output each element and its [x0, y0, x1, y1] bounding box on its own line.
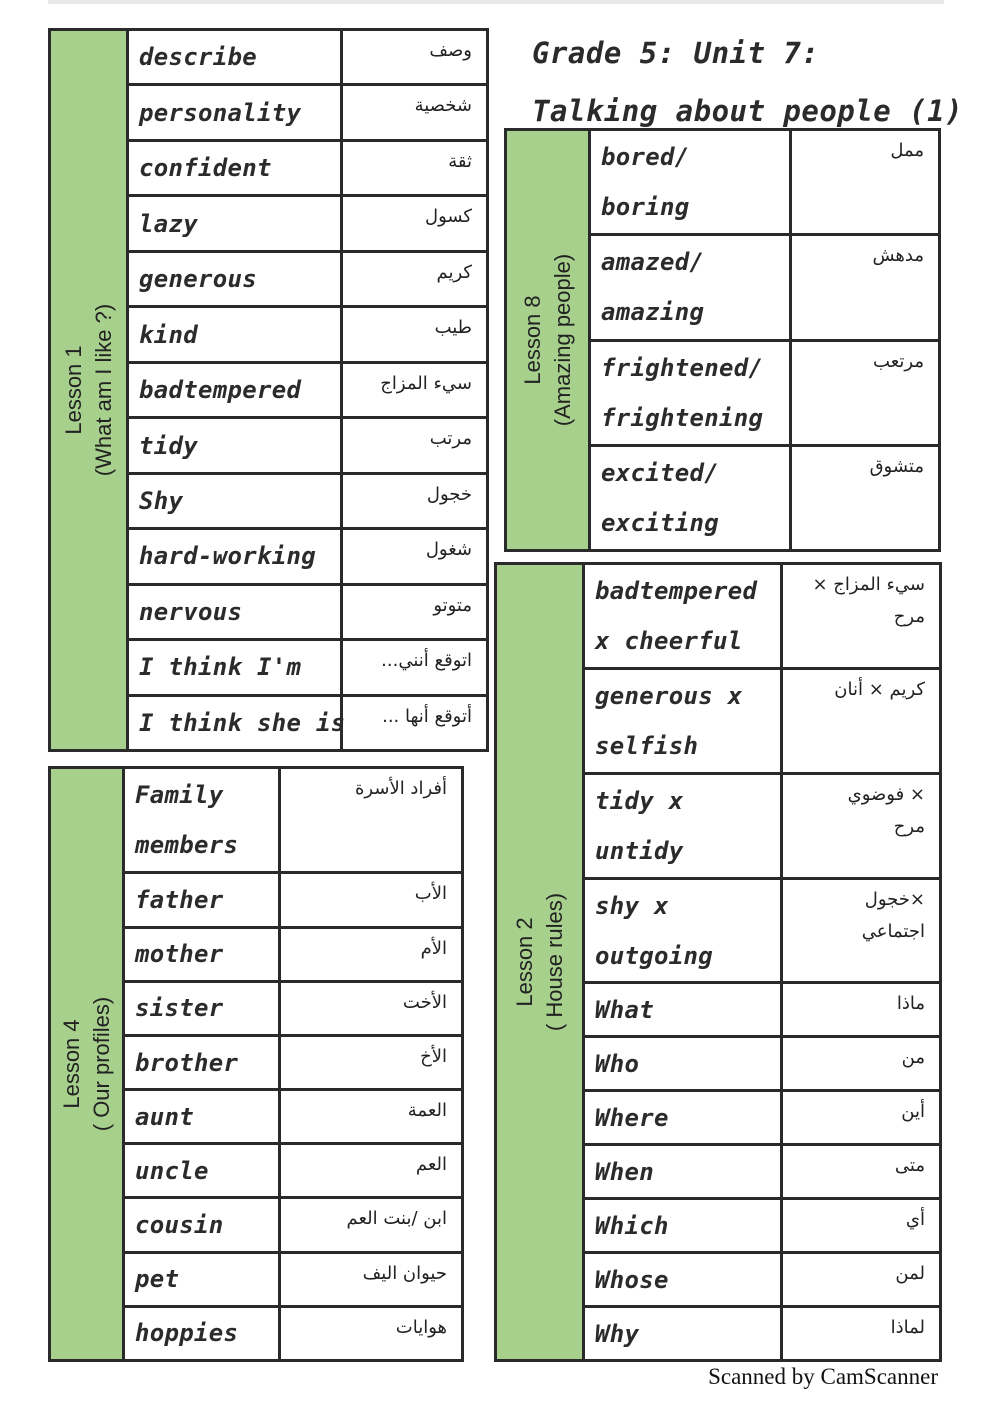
lesson2-label-title: ( House rules): [541, 892, 567, 1032]
english-term: bored/: [601, 143, 690, 172]
english-term-cell: [125, 929, 281, 980]
arabic-translation: الأب: [414, 883, 447, 905]
english-term: members: [135, 831, 239, 860]
vocab-row: [129, 197, 486, 252]
vocab-row: [125, 1308, 461, 1359]
lesson8-label-number: Lesson 8: [519, 295, 545, 385]
vocab-row: [585, 1254, 939, 1308]
english-term-cell: [125, 1254, 281, 1305]
english-term: Shy: [139, 486, 184, 515]
english-term-cell: [585, 1308, 783, 1359]
english-term: I think she is: [139, 708, 346, 737]
arabic-translation-cell: [281, 1199, 461, 1250]
english-term: sister: [135, 994, 224, 1023]
english-term-cell: [129, 31, 343, 83]
arabic-translation: من: [901, 1047, 925, 1069]
english-term-cell: [585, 880, 783, 982]
vocab-row: [585, 1092, 939, 1146]
arabic-translation: ×خجول: [864, 888, 925, 910]
english-term-cell: [125, 874, 281, 925]
arabic-translation-cell: [281, 1091, 461, 1142]
arabic-translation: الأم: [420, 937, 447, 959]
arabic-translation-cell: [792, 236, 938, 338]
arabic-translation-cell: [783, 984, 939, 1035]
english-term: uncle: [135, 1156, 209, 1185]
english-term-cell: [585, 1200, 783, 1251]
arabic-translation: لمن: [895, 1263, 925, 1285]
arabic-translation: مدهش: [872, 245, 924, 267]
english-term-cell: [585, 670, 783, 772]
english-term: frightening: [601, 403, 764, 432]
arabic-translation: وصف: [429, 40, 472, 61]
english-term: frightened/: [601, 353, 764, 382]
vocab-row: [129, 31, 486, 86]
english-term: x cheerful: [595, 626, 743, 655]
english-term: describe: [139, 43, 257, 72]
scanner-watermark: Scanned by CamScanner: [708, 1364, 938, 1389]
english-term: generous x: [595, 681, 743, 710]
english-term: confident: [139, 154, 272, 183]
english-term: hoppies: [135, 1319, 239, 1348]
lesson4-label-title: ( Our profiles): [88, 996, 114, 1132]
arabic-translation: × فوضوي: [847, 783, 925, 805]
arabic-translation: شخصية: [414, 95, 472, 117]
vocab-row: [125, 769, 461, 874]
lesson4-label-band: [51, 769, 125, 1359]
arabic-translation: العم: [415, 1154, 447, 1176]
lesson2-label-number: Lesson 2: [511, 917, 537, 1007]
english-term: exciting: [601, 508, 719, 537]
arabic-translation: متوتو: [433, 594, 472, 616]
english-term-cell: [129, 86, 343, 138]
english-term-cell: [585, 1092, 783, 1143]
arabic-translation: لماذا: [890, 1317, 925, 1339]
english-term: amazing: [601, 298, 705, 327]
english-term: generous: [139, 265, 257, 294]
arabic-translation: أين: [901, 1101, 925, 1123]
lesson1-label-band: [51, 31, 129, 749]
arabic-translation-cell: [343, 253, 486, 305]
arabic-translation-cell: [343, 142, 486, 194]
english-term-cell: [129, 142, 343, 194]
english-term-cell: [129, 641, 343, 693]
page-title-line1: Grade 5: Unit 7:: [532, 36, 820, 70]
arabic-translation-cell: [343, 586, 486, 638]
vocab-row: [129, 419, 486, 474]
lesson1-rows: [129, 31, 486, 749]
arabic-translation: ماذا: [896, 993, 925, 1015]
english-term: What: [595, 995, 654, 1024]
arabic-translation-cell: [281, 1308, 461, 1359]
english-term: tidy x: [595, 786, 684, 815]
vocab-row: [591, 131, 938, 236]
english-term: nervous: [139, 597, 243, 626]
arabic-translation-cell: [281, 1037, 461, 1088]
english-term-cell: [129, 586, 343, 638]
arabic-translation: مرح: [893, 606, 925, 627]
arabic-translation-cell: [343, 86, 486, 138]
english-term: badtempered: [595, 576, 758, 605]
vocab-row: [125, 929, 461, 983]
english-term: lazy: [139, 209, 198, 238]
english-term-cell: [585, 1038, 783, 1089]
lesson2-label-band: [497, 565, 585, 1359]
english-term: When: [595, 1157, 654, 1186]
arabic-translation-cell: [343, 475, 486, 527]
arabic-translation-cell: [343, 419, 486, 471]
english-term-cell: [585, 1254, 783, 1305]
english-term-cell: [585, 775, 783, 877]
arabic-translation-cell: [281, 874, 461, 925]
english-term: untidy: [595, 836, 684, 865]
vocab-row: [125, 1037, 461, 1091]
english-term: selfish: [595, 731, 699, 760]
english-term: Why: [595, 1319, 640, 1348]
english-term: Family: [135, 781, 224, 810]
english-term-cell: [125, 1199, 281, 1250]
english-term-cell: [591, 131, 792, 233]
english-term: aunt: [135, 1102, 194, 1131]
arabic-translation-cell: [783, 1038, 939, 1089]
arabic-translation-cell: [783, 670, 939, 772]
arabic-translation-cell: [343, 364, 486, 416]
arabic-translation: طيب: [434, 317, 472, 339]
arabic-translation-cell: [281, 983, 461, 1034]
arabic-translation: متشوق: [869, 455, 924, 477]
vocab-row: [591, 236, 938, 341]
arabic-translation: كسول: [424, 206, 472, 228]
english-term: Which: [595, 1211, 669, 1240]
english-term: hard-working: [139, 542, 316, 571]
arabic-translation-cell: [343, 197, 486, 249]
arabic-translation: خجول: [426, 483, 472, 505]
english-term-cell: [125, 1037, 281, 1088]
lesson4-vocab-table: [48, 766, 464, 1362]
arabic-translation: مرح: [893, 815, 925, 837]
arabic-translation-cell: [783, 1308, 939, 1359]
vocab-row: [129, 697, 486, 749]
vocab-row: [129, 475, 486, 530]
arabic-translation: اجتماعي: [861, 920, 925, 942]
arabic-translation-cell: [792, 447, 938, 549]
vocab-row: [125, 1145, 461, 1199]
vocab-row: [585, 984, 939, 1038]
arabic-translation-cell: [792, 131, 938, 233]
vocab-row: [585, 1146, 939, 1200]
english-term-cell: [129, 697, 346, 749]
english-term: Who: [595, 1049, 640, 1078]
lesson2-vocab-table: [494, 562, 942, 1362]
arabic-translation: كريم: [436, 261, 472, 283]
vocab-row: [585, 1038, 939, 1092]
english-term-cell: [585, 1146, 783, 1197]
arabic-translation-cell: [281, 1145, 461, 1196]
arabic-translation: مرتب: [429, 428, 472, 450]
arabic-translation: أي: [905, 1209, 925, 1231]
lesson8-label-band: [507, 131, 591, 549]
vocab-row: [125, 983, 461, 1037]
lesson2-rows: [585, 565, 939, 1359]
english-term: cousin: [135, 1211, 224, 1240]
english-term-cell: [129, 419, 343, 471]
lesson8-vocab-table: [504, 128, 941, 552]
arabic-translation-cell: [783, 880, 939, 982]
vocab-row: [591, 342, 938, 447]
english-term: pet: [135, 1265, 180, 1294]
english-term: father: [135, 885, 224, 914]
english-term-cell: [591, 236, 792, 338]
english-term-cell: [129, 475, 343, 527]
arabic-translation: هوايات: [395, 1316, 447, 1338]
lesson1-label: [59, 304, 119, 476]
arabic-translation: أفراد الأسرة: [355, 778, 447, 799]
arabic-translation: ابن /بنت العم: [346, 1208, 447, 1230]
lesson2-label: [510, 893, 570, 1031]
vocab-row: [129, 142, 486, 197]
english-term-cell: [591, 342, 792, 444]
lesson4-label: [57, 997, 117, 1131]
arabic-translation: الأخ: [420, 1045, 447, 1067]
english-term: amazed/: [601, 248, 705, 277]
vocab-row: [129, 641, 486, 696]
english-term: tidy: [139, 431, 198, 460]
english-term: badtempered: [139, 376, 302, 405]
arabic-translation: ثقة: [448, 150, 472, 172]
lesson8-rows: [591, 131, 938, 549]
arabic-translation-cell: [783, 1254, 939, 1305]
arabic-translation-cell: [281, 1254, 461, 1305]
arabic-translation-cell: [281, 929, 461, 980]
english-term-cell: [129, 364, 343, 416]
arabic-translation-cell: [783, 1146, 939, 1197]
english-term-cell: [125, 983, 281, 1034]
english-term: kind: [139, 320, 198, 349]
vocab-row: [125, 874, 461, 928]
english-term-cell: [585, 984, 783, 1035]
arabic-translation-cell: [783, 565, 939, 667]
vocab-row: [585, 1200, 939, 1254]
arabic-translation-cell: [783, 1200, 939, 1251]
lesson1-label-title: (What am I like ?): [90, 303, 116, 477]
arabic-translation: سيء المزاج: [380, 372, 472, 394]
arabic-translation: مرتعب: [873, 350, 924, 372]
english-term: I think I'm: [139, 653, 302, 682]
arabic-translation: أتوقع أنها ...: [382, 705, 472, 727]
english-term-cell: [129, 308, 343, 360]
english-term: outgoing: [595, 941, 713, 970]
english-term: personality: [139, 98, 302, 127]
top-scan-edge: [48, 0, 944, 4]
english-term-cell: [125, 1091, 281, 1142]
vocab-row: [129, 253, 486, 308]
arabic-translation-cell: [792, 342, 938, 444]
lesson1-vocab-table: [48, 28, 489, 752]
lesson4-label-number: Lesson 4: [58, 1019, 84, 1109]
arabic-translation: متى: [894, 1155, 925, 1177]
arabic-translation-cell: [343, 308, 486, 360]
arabic-translation: كريم × أنان: [834, 678, 925, 700]
vocab-row: [125, 1254, 461, 1308]
vocab-row: [129, 308, 486, 363]
vocab-row: [129, 86, 486, 141]
english-term: brother: [135, 1048, 239, 1077]
vocab-row: [125, 1091, 461, 1145]
vocab-row: [585, 1308, 939, 1359]
vocab-row: [129, 364, 486, 419]
english-term-cell: [585, 565, 783, 667]
english-term-cell: [125, 1145, 281, 1196]
vocab-row: [585, 775, 939, 880]
lesson8-label-title: (Amazing people): [549, 253, 575, 427]
vocab-row: [129, 586, 486, 641]
arabic-translation: حيوان اليف: [362, 1262, 447, 1284]
english-term-cell: [129, 253, 343, 305]
arabic-translation-cell: [343, 31, 486, 83]
arabic-translation: سيء المزاج ×: [812, 574, 925, 595]
english-term-cell: [591, 447, 792, 549]
vocab-row: [591, 447, 938, 549]
english-term: Where: [595, 1103, 669, 1132]
arabic-translation: الأخت: [402, 991, 447, 1013]
english-term: boring: [601, 193, 690, 222]
english-term-cell: [125, 769, 281, 871]
english-term-cell: [129, 530, 343, 582]
english-term: excited/: [601, 458, 719, 487]
english-term: Whose: [595, 1265, 669, 1294]
english-term: mother: [135, 940, 224, 969]
english-term-cell: [129, 197, 343, 249]
vocab-row: [585, 880, 939, 985]
lesson4-rows: [125, 769, 461, 1359]
vocab-row: [125, 1199, 461, 1253]
page-title-line2: Talking about people (1): [532, 94, 964, 128]
arabic-translation-cell: [343, 697, 486, 749]
arabic-translation-cell: [783, 1092, 939, 1143]
arabic-translation: اتوقع أنني...: [381, 650, 472, 672]
english-term: shy x: [595, 891, 669, 920]
arabic-translation: ممل: [890, 140, 924, 161]
lesson8-label: [518, 254, 578, 426]
arabic-translation-cell: [343, 530, 486, 582]
arabic-translation-cell: [783, 775, 939, 877]
arabic-translation-cell: [281, 769, 461, 871]
arabic-translation: العمة: [407, 1100, 447, 1122]
vocab-row: [129, 530, 486, 585]
lesson1-label-number: Lesson 1: [60, 345, 86, 435]
arabic-translation: شغول: [425, 539, 472, 561]
vocab-row: [585, 670, 939, 775]
vocab-row: [585, 565, 939, 670]
arabic-translation-cell: [343, 641, 486, 693]
english-term-cell: [125, 1308, 281, 1359]
